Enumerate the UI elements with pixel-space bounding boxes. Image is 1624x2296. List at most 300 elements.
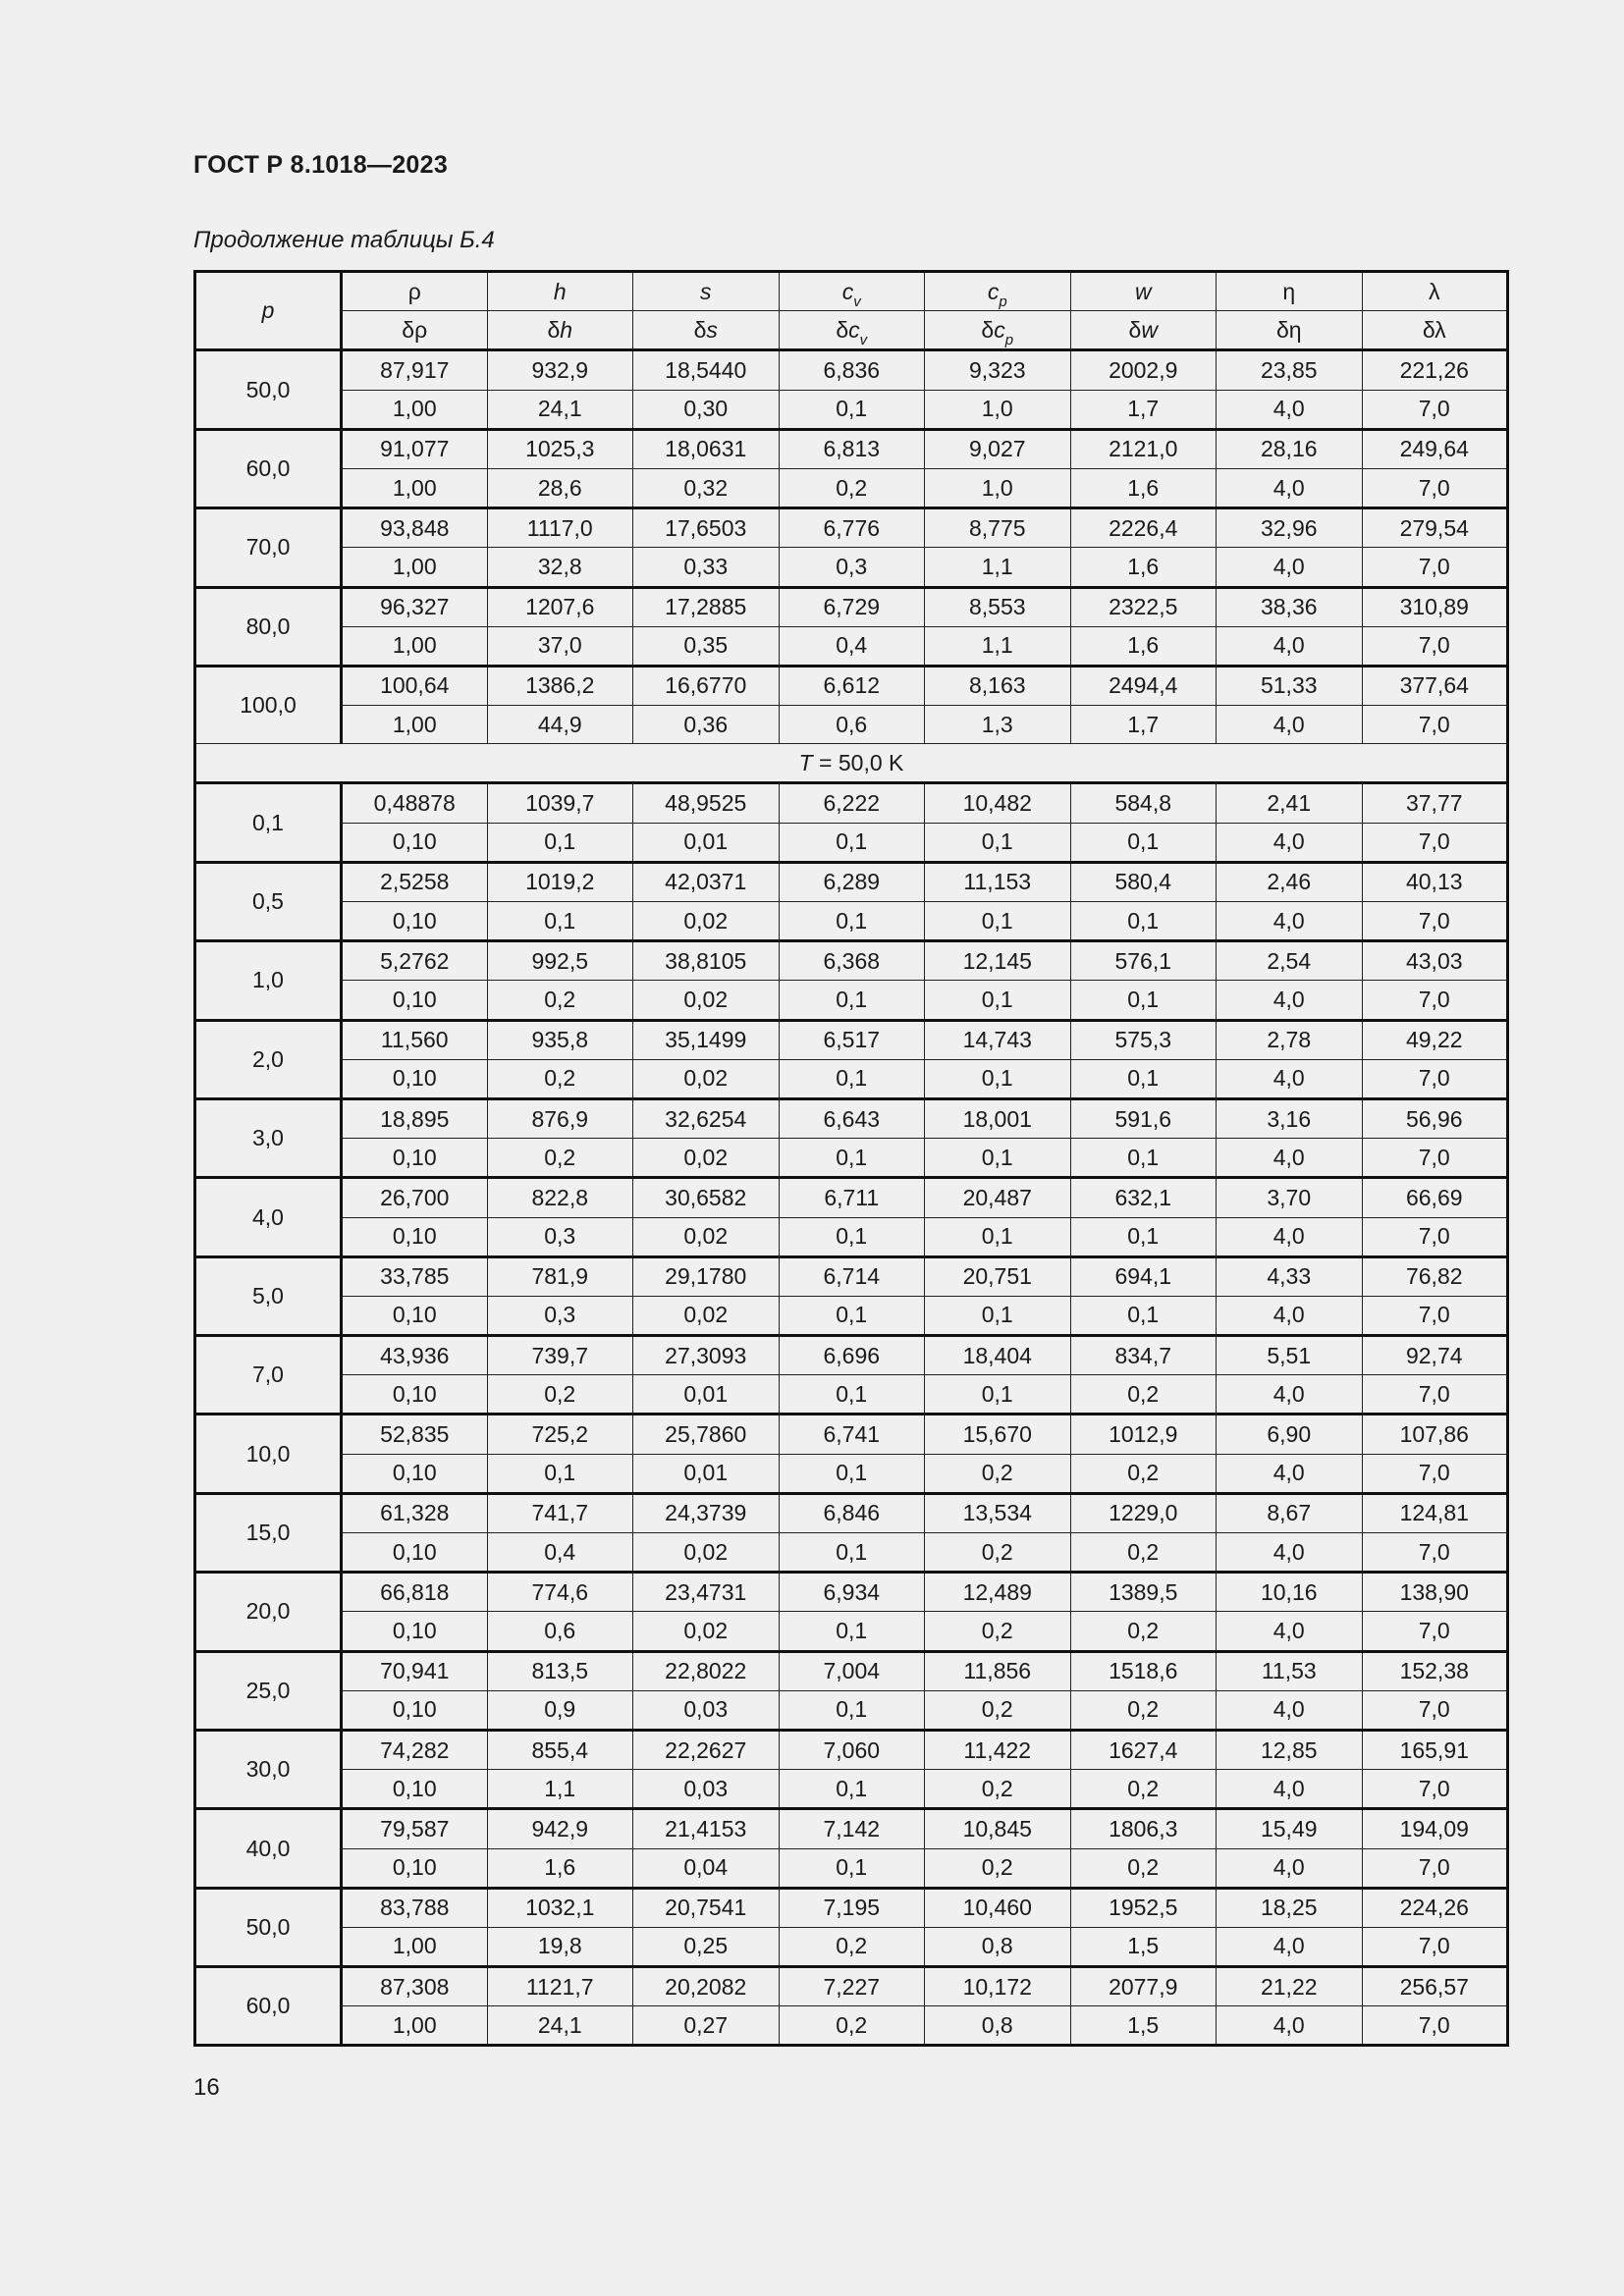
uncertainty-cell: 0,1 [1070, 1217, 1217, 1256]
uncertainty-cell: 0,25 [633, 1927, 780, 1966]
uncertainty-cell: 7,0 [1362, 1375, 1508, 1415]
uncertainty-cell: 0,2 [925, 1533, 1071, 1573]
table-row-uncertainty [195, 1454, 1508, 1493]
value-cell: 100,64 [342, 666, 488, 705]
pressure-cell: 3,0 [195, 1098, 342, 1177]
value-cell: 813,5 [487, 1651, 633, 1690]
header-symbol: δc [981, 316, 1005, 343]
value-cell: 20,487 [925, 1178, 1071, 1217]
uncertainty-cell: 19,8 [487, 1927, 633, 1966]
value-cell: 2002,9 [1070, 350, 1217, 390]
value-cell: 18,404 [925, 1336, 1071, 1375]
value-cell: 1627,4 [1070, 1730, 1217, 1769]
uncertainty-cell: 1,6 [1070, 468, 1217, 507]
value-cell: 91,077 [342, 429, 488, 468]
uncertainty-cell: 24,1 [487, 390, 633, 429]
value-cell: 22,2627 [633, 1730, 780, 1769]
table-row-uncertainty [195, 1690, 1508, 1730]
uncertainty-cell: 4,0 [1217, 1059, 1363, 1098]
value-cell: 28,16 [1217, 429, 1363, 468]
pressure-cell: 50,0 [195, 350, 342, 429]
uncertainty-cell: 0,2 [925, 1454, 1071, 1493]
uncertainty-cell: 4,0 [1217, 468, 1363, 507]
value-cell: 2322,5 [1070, 587, 1217, 626]
value-cell: 1229,0 [1070, 1493, 1217, 1532]
value-cell: 9,027 [925, 429, 1071, 468]
uncertainty-cell: 0,1 [925, 981, 1071, 1020]
value-cell: 6,836 [779, 350, 925, 390]
table-row [195, 1098, 1508, 1138]
uncertainty-cell: 0,10 [342, 1612, 488, 1651]
value-cell: 17,6503 [633, 508, 780, 548]
table-row-uncertainty [195, 468, 1508, 507]
value-cell: 107,86 [1362, 1415, 1508, 1454]
uncertainty-cell: 0,1 [779, 1690, 925, 1730]
uncertainty-cell: 7,0 [1362, 548, 1508, 587]
uncertainty-cell: 4,0 [1217, 1296, 1363, 1335]
header-row1-col-0 [342, 272, 488, 311]
value-cell: 35,1499 [633, 1020, 780, 1059]
value-cell: 7,227 [779, 1967, 925, 2006]
value-cell: 17,2885 [633, 587, 780, 626]
value-cell: 93,848 [342, 508, 488, 548]
value-cell: 1121,7 [487, 1967, 633, 2006]
value-cell: 4,33 [1217, 1256, 1363, 1296]
uncertainty-cell: 0,10 [342, 1139, 488, 1178]
value-cell: 7,142 [779, 1809, 925, 1848]
uncertainty-cell: 37,0 [487, 626, 633, 666]
value-cell: 1117,0 [487, 508, 633, 548]
uncertainty-cell: 1,6 [487, 1848, 633, 1888]
uncertainty-cell: 7,0 [1362, 1454, 1508, 1493]
value-cell: 6,846 [779, 1493, 925, 1532]
value-cell: 20,7541 [633, 1888, 780, 1927]
uncertainty-cell: 0,10 [342, 902, 488, 941]
value-cell: 1012,9 [1070, 1415, 1217, 1454]
value-cell: 27,3093 [633, 1336, 780, 1375]
uncertainty-cell: 1,6 [1070, 548, 1217, 587]
uncertainty-cell: 1,1 [925, 626, 1071, 666]
value-cell: 16,6770 [633, 666, 780, 705]
temperature-row [195, 744, 1508, 783]
header-row1-col-6 [1217, 272, 1363, 311]
value-cell: 11,856 [925, 1651, 1071, 1690]
uncertainty-cell: 4,0 [1217, 626, 1363, 666]
value-cell: 6,776 [779, 508, 925, 548]
value-cell: 32,96 [1217, 508, 1363, 548]
uncertainty-cell: 1,1 [925, 548, 1071, 587]
header-row2-col-6 [1217, 311, 1363, 350]
uncertainty-cell: 0,1 [779, 902, 925, 941]
pressure-cell: 20,0 [195, 1573, 342, 1651]
pressure-cell: 100,0 [195, 666, 342, 743]
uncertainty-cell: 4,0 [1217, 1612, 1363, 1651]
uncertainty-cell: 0,01 [633, 1375, 780, 1415]
table-row-uncertainty [195, 1139, 1508, 1178]
uncertainty-cell: 0,1 [487, 1454, 633, 1493]
uncertainty-cell: 0,10 [342, 823, 488, 862]
value-cell: 79,587 [342, 1809, 488, 1848]
value-cell: 92,74 [1362, 1336, 1508, 1375]
uncertainty-cell: 1,00 [342, 706, 488, 744]
uncertainty-cell: 0,10 [342, 1059, 488, 1098]
value-cell: 6,729 [779, 587, 925, 626]
value-cell: 822,8 [487, 1178, 633, 1217]
value-cell: 992,5 [487, 941, 633, 981]
value-cell: 834,7 [1070, 1336, 1217, 1375]
value-cell: 11,422 [925, 1730, 1071, 1769]
uncertainty-cell: 7,0 [1362, 626, 1508, 666]
document-id: ГОСТ Р 8.1018—2023 [193, 151, 449, 179]
uncertainty-cell: 0,2 [487, 1375, 633, 1415]
value-cell: 8,163 [925, 666, 1071, 705]
uncertainty-cell: 1,5 [1070, 2006, 1217, 2046]
value-cell: 48,9525 [633, 783, 780, 823]
uncertainty-cell: 32,8 [487, 548, 633, 587]
uncertainty-cell: 0,10 [342, 1296, 488, 1335]
header-symbol: λ [1429, 278, 1440, 304]
pressure-cell: 50,0 [195, 1888, 342, 1966]
pressure-cell: 4,0 [195, 1178, 342, 1256]
uncertainty-cell: 0,1 [925, 1296, 1071, 1335]
uncertainty-cell: 0,04 [633, 1848, 780, 1888]
value-cell: 1207,6 [487, 587, 633, 626]
value-cell: 20,2082 [633, 1967, 780, 2006]
uncertainty-cell: 1,0 [925, 390, 1071, 429]
uncertainty-cell: 4,0 [1217, 1217, 1363, 1256]
value-cell: 9,323 [925, 350, 1071, 390]
value-cell: 591,6 [1070, 1098, 1217, 1138]
value-cell: 37,77 [1362, 783, 1508, 823]
value-cell: 152,38 [1362, 1651, 1508, 1690]
uncertainty-cell: 0,2 [487, 981, 633, 1020]
uncertainty-cell: 0,4 [779, 626, 925, 666]
value-cell: 6,934 [779, 1573, 925, 1612]
pressure-cell: 7,0 [195, 1336, 342, 1415]
uncertainty-cell: 0,2 [925, 1848, 1071, 1888]
temperature-value: = 50,0 K [812, 749, 904, 775]
value-cell: 18,5440 [633, 350, 780, 390]
table-row-uncertainty [195, 823, 1508, 862]
value-cell: 6,741 [779, 1415, 925, 1454]
table-row-uncertainty [195, 1217, 1508, 1256]
uncertainty-cell: 4,0 [1217, 1690, 1363, 1730]
uncertainty-cell: 0,4 [487, 1533, 633, 1573]
value-cell: 18,001 [925, 1098, 1071, 1138]
value-cell: 279,54 [1362, 508, 1508, 548]
value-cell: 6,517 [779, 1020, 925, 1059]
header-row1-col-1 [487, 272, 633, 311]
uncertainty-cell: 0,1 [779, 1533, 925, 1573]
pressure-cell: 1,0 [195, 941, 342, 1020]
uncertainty-cell: 0,02 [633, 1612, 780, 1651]
value-cell: 310,89 [1362, 587, 1508, 626]
uncertainty-cell: 0,1 [1070, 1059, 1217, 1098]
page-number: 16 [193, 2074, 220, 2101]
value-cell: 23,85 [1217, 350, 1363, 390]
value-cell: 32,6254 [633, 1098, 780, 1138]
header-symbol: w [1134, 278, 1152, 304]
table-row [195, 1415, 1508, 1454]
value-cell: 2077,9 [1070, 1967, 1217, 2006]
uncertainty-cell: 0,3 [487, 1217, 633, 1256]
uncertainty-cell: 1,00 [342, 2006, 488, 2046]
uncertainty-cell: 7,0 [1362, 1217, 1508, 1256]
uncertainty-cell: 4,0 [1217, 548, 1363, 587]
value-cell: 2,5258 [342, 862, 488, 901]
value-cell: 66,69 [1362, 1178, 1508, 1217]
uncertainty-cell: 0,2 [925, 1612, 1071, 1651]
uncertainty-cell: 7,0 [1362, 1770, 1508, 1809]
uncertainty-cell: 0,2 [1070, 1533, 1217, 1573]
uncertainty-cell: 4,0 [1217, 1770, 1363, 1809]
uncertainty-cell: 0,2 [925, 1690, 1071, 1730]
data-table [193, 270, 1509, 2047]
value-cell: 10,482 [925, 783, 1071, 823]
uncertainty-cell: 0,02 [633, 1217, 780, 1256]
value-cell: 51,33 [1217, 666, 1363, 705]
value-cell: 29,1780 [633, 1256, 780, 1296]
value-cell: 2121,0 [1070, 429, 1217, 468]
table-row [195, 1573, 1508, 1612]
uncertainty-cell: 7,0 [1362, 390, 1508, 429]
pressure-cell: 80,0 [195, 587, 342, 666]
value-cell: 70,941 [342, 1651, 488, 1690]
header-row1-col-3 [779, 272, 925, 311]
table-row [195, 941, 1508, 981]
uncertainty-cell: 7,0 [1362, 981, 1508, 1020]
table-row [195, 862, 1508, 901]
value-cell: 6,90 [1217, 1415, 1363, 1454]
uncertainty-cell: 4,0 [1217, 2006, 1363, 2046]
table-row [195, 587, 1508, 626]
uncertainty-cell: 0,1 [779, 1217, 925, 1256]
value-cell: 165,91 [1362, 1730, 1508, 1769]
value-cell: 1389,5 [1070, 1573, 1217, 1612]
header-subscript: v [859, 331, 868, 348]
uncertainty-cell: 0,27 [633, 2006, 780, 2046]
value-cell: 11,153 [925, 862, 1071, 901]
header-symbol: c [841, 278, 854, 304]
value-cell: 138,90 [1362, 1573, 1508, 1612]
uncertainty-cell: 0,9 [487, 1690, 633, 1730]
pressure-cell: 2,0 [195, 1020, 342, 1098]
table-row [195, 1888, 1508, 1927]
uncertainty-cell: 0,2 [779, 1927, 925, 1966]
value-cell: 725,2 [487, 1415, 633, 1454]
value-cell: 7,004 [779, 1651, 925, 1690]
uncertainty-cell: 0,02 [633, 1533, 780, 1573]
value-cell: 576,1 [1070, 941, 1217, 981]
table-body [195, 350, 1508, 2046]
uncertainty-cell: 0,10 [342, 1770, 488, 1809]
value-cell: 56,96 [1362, 1098, 1508, 1138]
value-cell: 38,36 [1217, 587, 1363, 626]
value-cell: 876,9 [487, 1098, 633, 1138]
uncertainty-cell: 0,03 [633, 1770, 780, 1809]
value-cell: 74,282 [342, 1730, 488, 1769]
value-cell: 249,64 [1362, 429, 1508, 468]
header-row2-col-4 [925, 311, 1071, 350]
value-cell: 7,195 [779, 1888, 925, 1927]
value-cell: 43,03 [1362, 941, 1508, 981]
value-cell: 1032,1 [487, 1888, 633, 1927]
value-cell: 12,145 [925, 941, 1071, 981]
uncertainty-cell: 44,9 [487, 706, 633, 744]
uncertainty-cell: 0,10 [342, 1217, 488, 1256]
value-cell: 18,0631 [633, 429, 780, 468]
value-cell: 42,0371 [633, 862, 780, 901]
header-subscript: p [999, 293, 1007, 310]
value-cell: 6,289 [779, 862, 925, 901]
uncertainty-cell: 4,0 [1217, 1848, 1363, 1888]
uncertainty-cell: 0,2 [925, 1770, 1071, 1809]
table-row-uncertainty [195, 902, 1508, 941]
value-cell: 15,670 [925, 1415, 1071, 1454]
value-cell: 61,328 [342, 1493, 488, 1532]
value-cell: 6,368 [779, 941, 925, 981]
value-cell: 1039,7 [487, 783, 633, 823]
value-cell: 932,9 [487, 350, 633, 390]
uncertainty-cell: 0,1 [779, 823, 925, 862]
value-cell: 0,48878 [342, 783, 488, 823]
uncertainty-cell: 0,1 [779, 1296, 925, 1335]
value-cell: 6,714 [779, 1256, 925, 1296]
value-cell: 23,4731 [633, 1573, 780, 1612]
uncertainty-cell: 0,1 [779, 1454, 925, 1493]
pressure-cell: 70,0 [195, 508, 342, 587]
pressure-cell: 15,0 [195, 1493, 342, 1572]
table-row [195, 1967, 1508, 2006]
table-row [195, 783, 1508, 823]
value-cell: 580,4 [1070, 862, 1217, 901]
value-cell: 12,489 [925, 1573, 1071, 1612]
value-cell: 632,1 [1070, 1178, 1217, 1217]
uncertainty-cell: 0,01 [633, 1454, 780, 1493]
table-row [195, 350, 1508, 390]
pressure-cell: 40,0 [195, 1809, 342, 1888]
uncertainty-cell: 0,10 [342, 1690, 488, 1730]
uncertainty-cell: 0,10 [342, 1454, 488, 1493]
uncertainty-cell: 0,02 [633, 1296, 780, 1335]
uncertainty-cell: 4,0 [1217, 390, 1363, 429]
value-cell: 33,785 [342, 1256, 488, 1296]
value-cell: 11,560 [342, 1020, 488, 1059]
uncertainty-cell: 1,00 [342, 626, 488, 666]
value-cell: 935,8 [487, 1020, 633, 1059]
uncertainty-cell: 0,1 [925, 1375, 1071, 1415]
value-cell: 1806,3 [1070, 1809, 1217, 1848]
value-cell: 1025,3 [487, 429, 633, 468]
value-cell: 377,64 [1362, 666, 1508, 705]
table-row-uncertainty [195, 1927, 1508, 1966]
uncertainty-cell: 1,00 [342, 390, 488, 429]
uncertainty-cell: 0,1 [779, 1770, 925, 1809]
value-cell: 2,46 [1217, 862, 1363, 901]
uncertainty-cell: 4,0 [1217, 1139, 1363, 1178]
value-cell: 3,16 [1217, 1098, 1363, 1138]
uncertainty-cell: 0,2 [487, 1059, 633, 1098]
table-caption: Продолжение таблицы Б.4 [193, 227, 495, 253]
pressure-cell: 30,0 [195, 1730, 342, 1808]
uncertainty-cell: 0,3 [487, 1296, 633, 1335]
header-symbol: η [1282, 278, 1296, 304]
uncertainty-cell: 0,1 [779, 981, 925, 1020]
value-cell: 25,7860 [633, 1415, 780, 1454]
value-cell: 10,845 [925, 1809, 1071, 1848]
value-cell: 8,67 [1217, 1493, 1363, 1532]
uncertainty-cell: 0,1 [925, 902, 1071, 941]
header-p: p [195, 272, 342, 350]
uncertainty-cell: 1,1 [487, 1770, 633, 1809]
uncertainty-cell: 0,1 [1070, 981, 1217, 1020]
header-row2-col-2 [633, 311, 780, 350]
uncertainty-cell: 0,1 [779, 1139, 925, 1178]
value-cell: 11,53 [1217, 1651, 1363, 1690]
uncertainty-cell: 0,10 [342, 981, 488, 1020]
value-cell: 38,8105 [633, 941, 780, 981]
table-row [195, 1020, 1508, 1059]
uncertainty-cell: 0,1 [1070, 823, 1217, 862]
table-row [195, 1178, 1508, 1217]
uncertainty-cell: 0,1 [925, 1139, 1071, 1178]
table-row [195, 666, 1508, 705]
value-cell: 20,751 [925, 1256, 1071, 1296]
table-row-uncertainty [195, 706, 1508, 744]
table-row-uncertainty [195, 548, 1508, 587]
uncertainty-cell: 0,1 [925, 1217, 1071, 1256]
header-symbol: δλ [1422, 316, 1446, 343]
header-symbol: δw [1128, 316, 1158, 343]
uncertainty-cell: 0,2 [1070, 1770, 1217, 1809]
value-cell: 24,3739 [633, 1493, 780, 1532]
uncertainty-cell: 0,10 [342, 1848, 488, 1888]
temperature-symbol: T [798, 749, 813, 775]
value-cell: 22,8022 [633, 1651, 780, 1690]
header-row1-col-4 [925, 272, 1071, 311]
uncertainty-cell: 0,2 [1070, 1454, 1217, 1493]
value-cell: 8,775 [925, 508, 1071, 548]
uncertainty-cell: 4,0 [1217, 1533, 1363, 1573]
table-row-uncertainty [195, 981, 1508, 1020]
header-row2-col-3 [779, 311, 925, 350]
uncertainty-cell: 0,1 [779, 1059, 925, 1098]
uncertainty-cell: 0,8 [925, 1927, 1071, 1966]
value-cell: 575,3 [1070, 1020, 1217, 1059]
value-cell: 741,7 [487, 1493, 633, 1532]
value-cell: 6,222 [779, 783, 925, 823]
header-subscript: v [853, 293, 861, 310]
uncertainty-cell: 0,02 [633, 981, 780, 1020]
uncertainty-cell: 0,36 [633, 706, 780, 744]
uncertainty-cell: 7,0 [1362, 1139, 1508, 1178]
table-row [195, 1651, 1508, 1690]
value-cell: 10,460 [925, 1888, 1071, 1927]
uncertainty-cell: 7,0 [1362, 1927, 1508, 1966]
uncertainty-cell: 0,1 [925, 1059, 1071, 1098]
uncertainty-cell: 1,0 [925, 468, 1071, 507]
value-cell: 774,6 [487, 1573, 633, 1612]
uncertainty-cell: 1,00 [342, 548, 488, 587]
uncertainty-cell: 0,2 [1070, 1848, 1217, 1888]
value-cell: 739,7 [487, 1336, 633, 1375]
pressure-cell: 0,1 [195, 783, 342, 862]
uncertainty-cell: 0,1 [1070, 1139, 1217, 1178]
uncertainty-cell: 7,0 [1362, 706, 1508, 744]
value-cell: 66,818 [342, 1573, 488, 1612]
uncertainty-cell: 0,2 [487, 1139, 633, 1178]
header-symbol: h [553, 278, 567, 304]
